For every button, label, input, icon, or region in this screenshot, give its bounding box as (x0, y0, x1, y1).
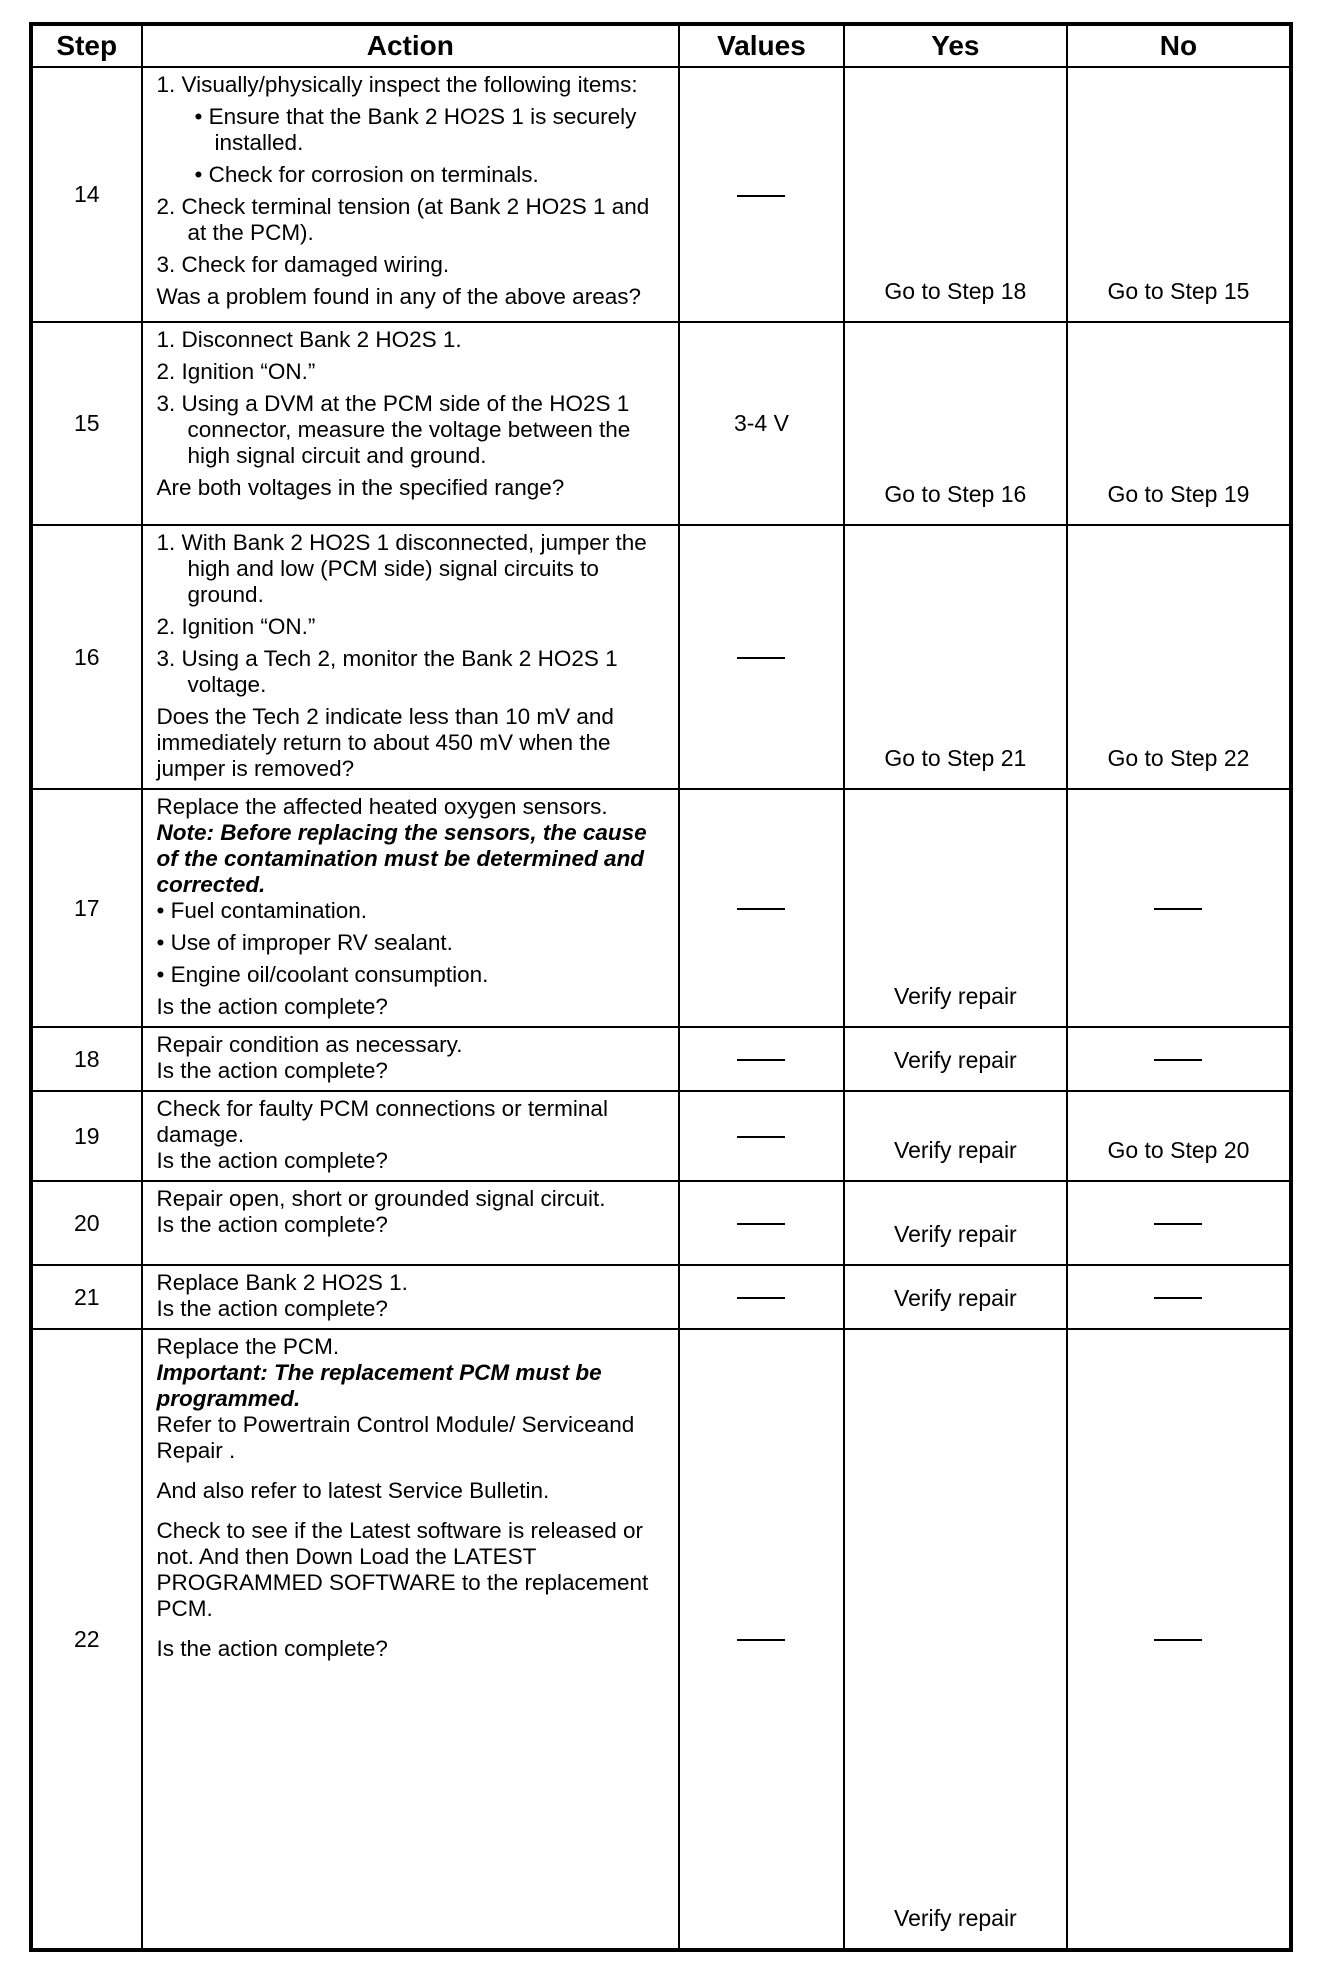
step-number: 21 (31, 1265, 142, 1329)
action-cell (142, 1265, 680, 1329)
diagnostic-table (29, 22, 1293, 1952)
action-line: 2. Ignition “ON.” (156, 359, 316, 384)
no-cell: Go to Step 22 (1067, 525, 1291, 789)
action-cell (142, 67, 680, 322)
no-cell (1067, 1329, 1291, 1950)
empty-no-dash (1154, 1059, 1202, 1061)
empty-no-dash (1154, 1223, 1202, 1225)
action-line: Replace Bank 2 HO2S 1. (156, 1270, 408, 1295)
table-row (31, 322, 1291, 525)
values-cell (679, 1027, 844, 1091)
action-note: Note: Before replacing the sensors, the cause of the contamination must be determined and corrected. (156, 820, 647, 897)
step-number: 16 (31, 525, 142, 789)
header-values: Values (679, 24, 844, 67)
empty-value-dash (737, 195, 785, 197)
empty-value-dash (737, 1297, 785, 1299)
yes-cell: Verify repair (844, 1329, 1067, 1950)
action-cell (142, 1027, 680, 1091)
action-question: Is the action complete? (156, 1212, 388, 1237)
no-cell (1067, 1265, 1291, 1329)
action-question: Are both voltages in the specified range? (156, 475, 565, 500)
step-number: 15 (31, 322, 142, 525)
action-line: Replace the PCM. (156, 1334, 340, 1359)
table-row (31, 1265, 1291, 1329)
action-bullet: • Ensure that the Bank 2 HO2S 1 is securely installed. (194, 104, 637, 155)
yes-cell: Verify repair (844, 789, 1067, 1027)
action-line: Repair condition as necessary. (156, 1032, 463, 1057)
action-cell (142, 322, 680, 525)
values-cell (679, 525, 844, 789)
action-question: Does the Tech 2 indicate less than 10 mV and immediately return to about 450 mV when the jumper is removed? (156, 704, 614, 781)
action-note: Important: The replacement PCM must be programmed. (156, 1360, 602, 1411)
values-cell (679, 67, 844, 322)
action-question: Is the action complete? (156, 994, 388, 1019)
action-line: 2. Ignition “ON.” (156, 614, 316, 639)
action-cell (142, 1181, 680, 1265)
action-bullet: • Check for corrosion on terminals. (194, 162, 539, 187)
no-cell: Go to Step 19 (1067, 322, 1291, 525)
action-question: Is the action complete? (156, 1296, 388, 1321)
yes-cell: Go to Step 16 (844, 322, 1067, 525)
step-number: 22 (31, 1329, 142, 1950)
no-cell (1067, 789, 1291, 1027)
yes-cell: Go to Step 18 (844, 67, 1067, 322)
action-question: Was a problem found in any of the above areas? (156, 284, 641, 309)
action-question: Is the action complete? (156, 1636, 388, 1661)
table-row (31, 1181, 1291, 1265)
action-cell (142, 1329, 680, 1950)
empty-value-dash (737, 1639, 785, 1641)
action-line: Check to see if the Latest software is released or not. And then Down Load the LATEST PROGRAMMED SOFTWARE to the replacement PCM. (156, 1518, 649, 1621)
action-cell (142, 1091, 680, 1181)
action-question: Is the action complete? (156, 1058, 388, 1083)
action-line: 1. Visually/physically inspect the following items: (156, 72, 638, 97)
header-step: Step (31, 24, 142, 67)
yes-cell: Verify repair (844, 1181, 1067, 1265)
action-line: 3. Using a DVM at the PCM side of the HO2S 1 connector, measure the voltage between the high signal circuit and ground. (156, 391, 631, 468)
action-line: 2. Check terminal tension (at Bank 2 HO2S 1 and at the PCM). (156, 194, 650, 245)
values-cell (679, 1265, 844, 1329)
empty-value-dash (737, 1136, 785, 1138)
values-cell: 3-4 V (679, 322, 844, 525)
step-number: 20 (31, 1181, 142, 1265)
empty-value-dash (737, 908, 785, 910)
action-question: Is the action complete? (156, 1148, 388, 1173)
empty-value-dash (737, 657, 785, 659)
table-row (31, 1091, 1291, 1181)
values-cell (679, 1181, 844, 1265)
action-line: 1. Disconnect Bank 2 HO2S 1. (156, 327, 462, 352)
table-row (31, 1329, 1291, 1950)
step-number: 19 (31, 1091, 142, 1181)
table-row (31, 525, 1291, 789)
header-yes: Yes (844, 24, 1067, 67)
action-bullet: • Fuel contamination. (156, 898, 368, 923)
step-number: 17 (31, 789, 142, 1027)
no-cell (1067, 1181, 1291, 1265)
table-row (31, 1027, 1291, 1091)
action-line: And also refer to latest Service Bulletin. (156, 1478, 550, 1503)
empty-no-dash (1154, 1639, 1202, 1641)
yes-cell: Go to Step 21 (844, 525, 1067, 789)
action-line: Repair open, short or grounded signal circuit. (156, 1186, 606, 1211)
empty-value-dash (737, 1059, 785, 1061)
table-row (31, 789, 1291, 1027)
action-line: 1. With Bank 2 HO2S 1 disconnected, jumper the high and low (PCM side) signal circuits to ground. (156, 530, 647, 607)
values-cell (679, 1091, 844, 1181)
yes-cell: Verify repair (844, 1265, 1067, 1329)
empty-no-dash (1154, 1297, 1202, 1299)
action-bullet: • Engine oil/coolant consumption. (156, 962, 489, 987)
action-line: 3. Using a Tech 2, monitor the Bank 2 HO2S 1 voltage. (156, 646, 618, 697)
no-cell: Go to Step 15 (1067, 67, 1291, 322)
empty-no-dash (1154, 908, 1202, 910)
no-cell: Go to Step 20 (1067, 1091, 1291, 1181)
step-number: 14 (31, 67, 142, 322)
values-cell (679, 789, 844, 1027)
header-action: Action (142, 24, 680, 67)
action-cell (142, 525, 680, 789)
header-row (31, 24, 1291, 67)
empty-value-dash (737, 1223, 785, 1225)
action-line: Check for faulty PCM connections or terminal damage. (156, 1096, 608, 1147)
yes-cell: Verify repair (844, 1027, 1067, 1091)
action-cell (142, 789, 680, 1027)
header-no: No (1067, 24, 1291, 67)
step-number: 18 (31, 1027, 142, 1091)
yes-cell: Verify repair (844, 1091, 1067, 1181)
values-cell (679, 1329, 844, 1950)
action-line: 3. Check for damaged wiring. (156, 252, 450, 277)
no-cell (1067, 1027, 1291, 1091)
action-bullet: • Use of improper RV sealant. (156, 930, 453, 955)
action-line: Refer to Powertrain Control Module/ Serviceand Repair . (156, 1412, 635, 1463)
action-line: Replace the affected heated oxygen sensors. (156, 794, 608, 819)
table-row (31, 67, 1291, 322)
